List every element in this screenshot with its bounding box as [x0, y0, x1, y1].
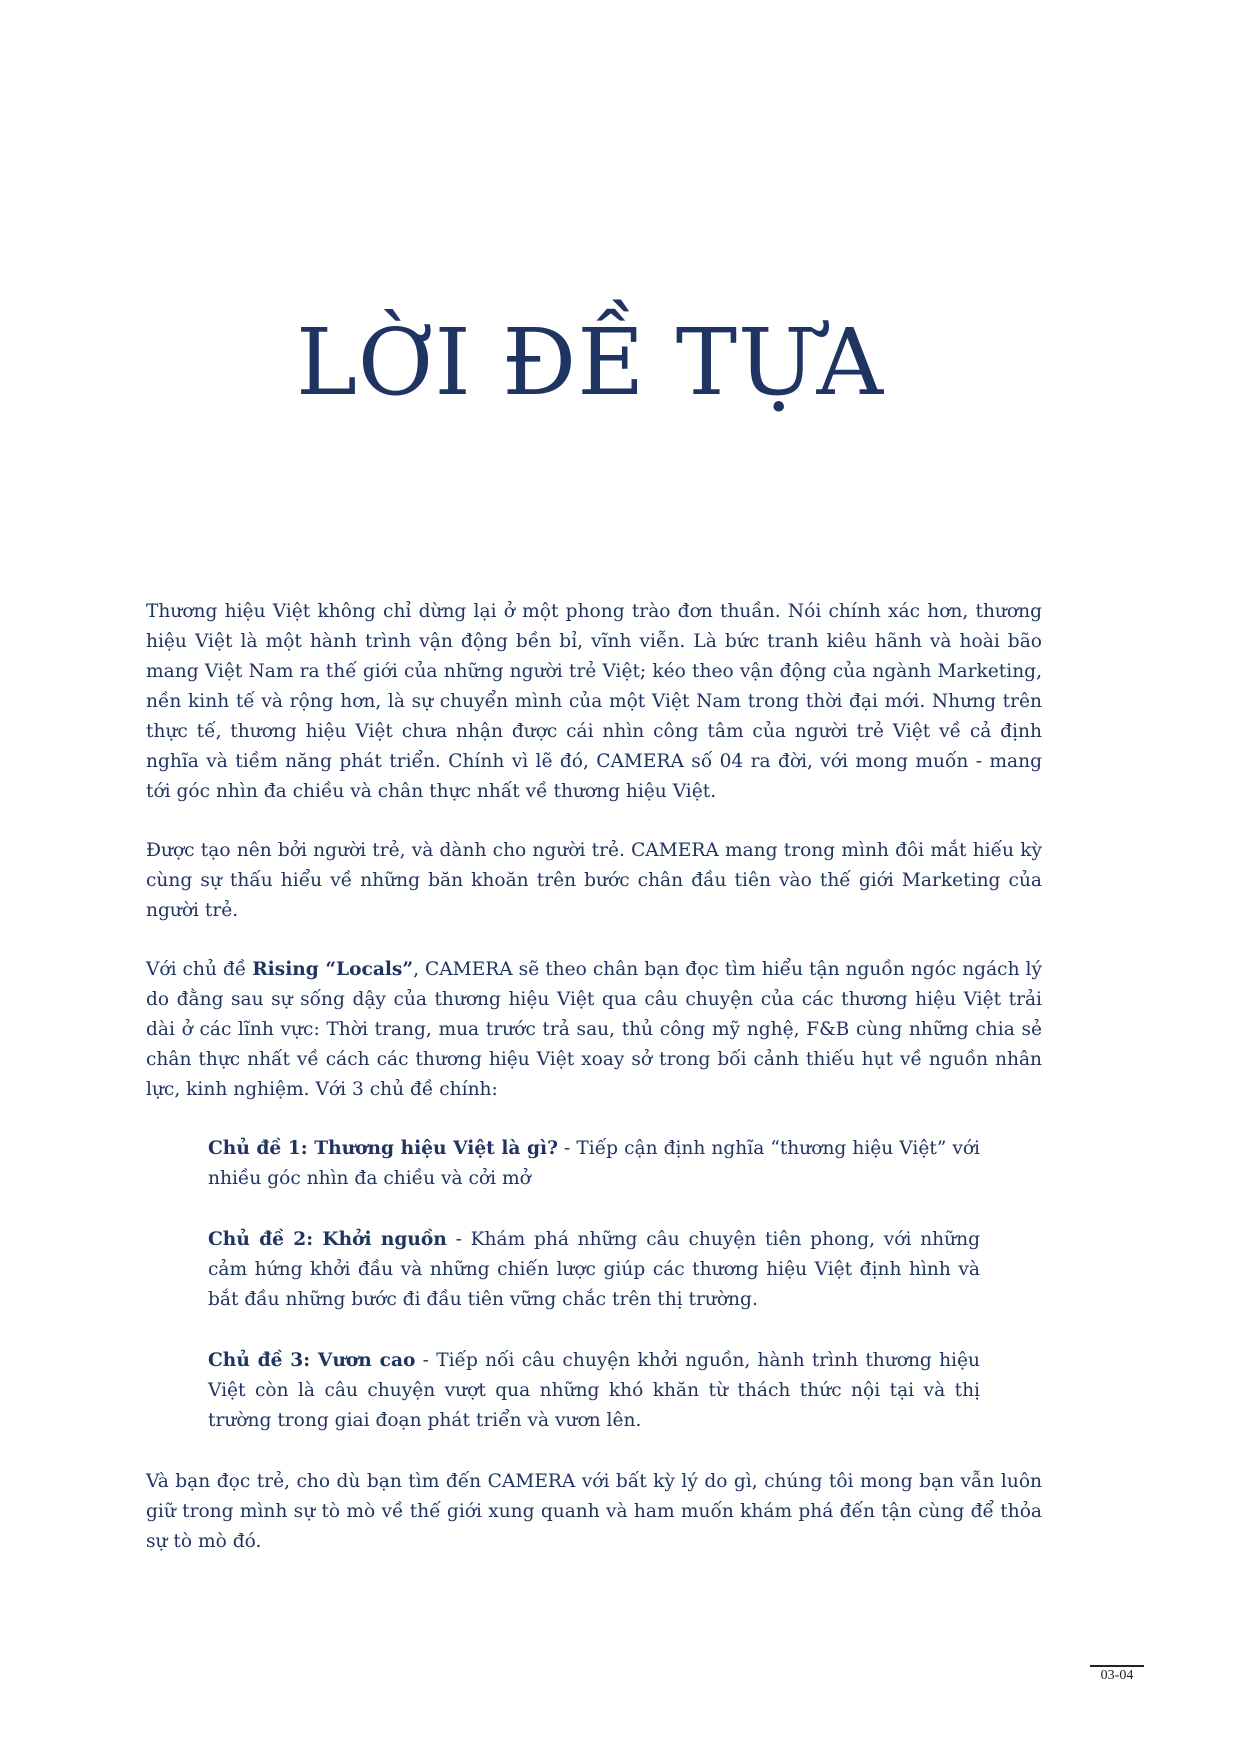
- topic-text: - Tiếp nối câu chuyện khởi nguồn, hành trình thương hiệu Việt còn là câu chuyện vượt qua những khó khăn từ thách thức nội tại và thị trường trong giai đoạn phát triển và vươn lên.: [208, 1350, 980, 1431]
- topic-item: [208, 1346, 980, 1436]
- topic-item: [208, 1134, 980, 1194]
- closing-paragraph: Và bạn đọc trẻ, cho dù bạn tìm đến CAMERA với bất kỳ lý do gì, chúng tôi mong bạn vẫn luôn giữ trong mình sự tò mò về thế giới xung quanh và ham muốn khám phá đến tận cùng để thỏa sự tò mò đó.: [146, 1471, 1042, 1552]
- theme-paragraph: [146, 955, 1042, 1105]
- theme-name: Rising “Locals”: [252, 959, 414, 980]
- intro-paragraph: Thương hiệu Việt không chỉ dừng lại ở một phong trào đơn thuần. Nói chính xác hơn, thương hiệu Việt là một hành trình vận động bền bỉ, vĩnh viễn. Là bức tranh kiêu hãnh và hoài bão mang Việt Nam ra thế giới của những người trẻ Việt; kéo theo vận động của ngành Marketing, nền kinh tế và rộng hơn, là sự chuyển mình của một Việt Nam trong thời đại mới. Nhưng trên thực tế, thương hiệu Việt chưa nhận được cái nhìn công tâm của người trẻ Việt về cả định nghĩa và tiềm năng phát triển. Chính vì lẽ đó, CAMERA số 04 ra đời, với mong muốn - mang tới góc nhìn đa chiều và chân thực nhất về thương hiệu Việt.: [146, 601, 1042, 802]
- topic-heading: Chủ đề 2: Khởi nguồn: [208, 1229, 447, 1250]
- topic-heading: Chủ đề 1: Thương hiệu Việt là gì?: [208, 1138, 559, 1159]
- page-title: LỜI ĐỀ TỰA: [295, 309, 885, 416]
- topic-item: [208, 1225, 980, 1315]
- audience-paragraph: Được tạo nên bởi người trẻ, và dành cho người trẻ. CAMERA mang trong mình đôi mắt hiếu kỳ cùng sự thấu hiểu về những băn khoăn trên bước chân đầu tiên vào thế giới Marketing của người trẻ.: [146, 840, 1042, 921]
- theme-description: , CAMERA sẽ theo chân bạn đọc tìm hiểu tận nguồn ngóc ngách lý do đằng sau sự sống dậy của thương hiệu Việt qua câu chuyện của các thương hiệu Việt trải dài ở các lĩnh vực: Thời trang, mua trước trả sau, thủ công mỹ nghệ, F&B cùng những chia sẻ chân thực nhất về cách các thương hiệu Việt xoay sở trong bối cảnh thiếu hụt về nguồn nhân lực, kinh nghiệm. Với 3 chủ đề chính:: [146, 959, 1042, 1100]
- theme-prefix: Với chủ đề: [146, 959, 253, 980]
- preface-body: [146, 597, 1042, 1586]
- topic-text: - Tiếp cận định nghĩa “thương hiệu Việt” với nhiều góc nhìn đa chiều và cởi mở: [208, 1138, 980, 1189]
- topic-heading: Chủ đề 3: Vươn cao: [208, 1350, 416, 1371]
- topic-text: - Khám phá những câu chuyện tiên phong, với những cảm hứng khởi đầu và những chiến lược giúp các thương hiệu Việt định hình và bắt đầu những bước đi đầu tiên vững chắc trên thị trường.: [208, 1229, 980, 1310]
- page-number: 03-04: [1090, 1665, 1144, 1685]
